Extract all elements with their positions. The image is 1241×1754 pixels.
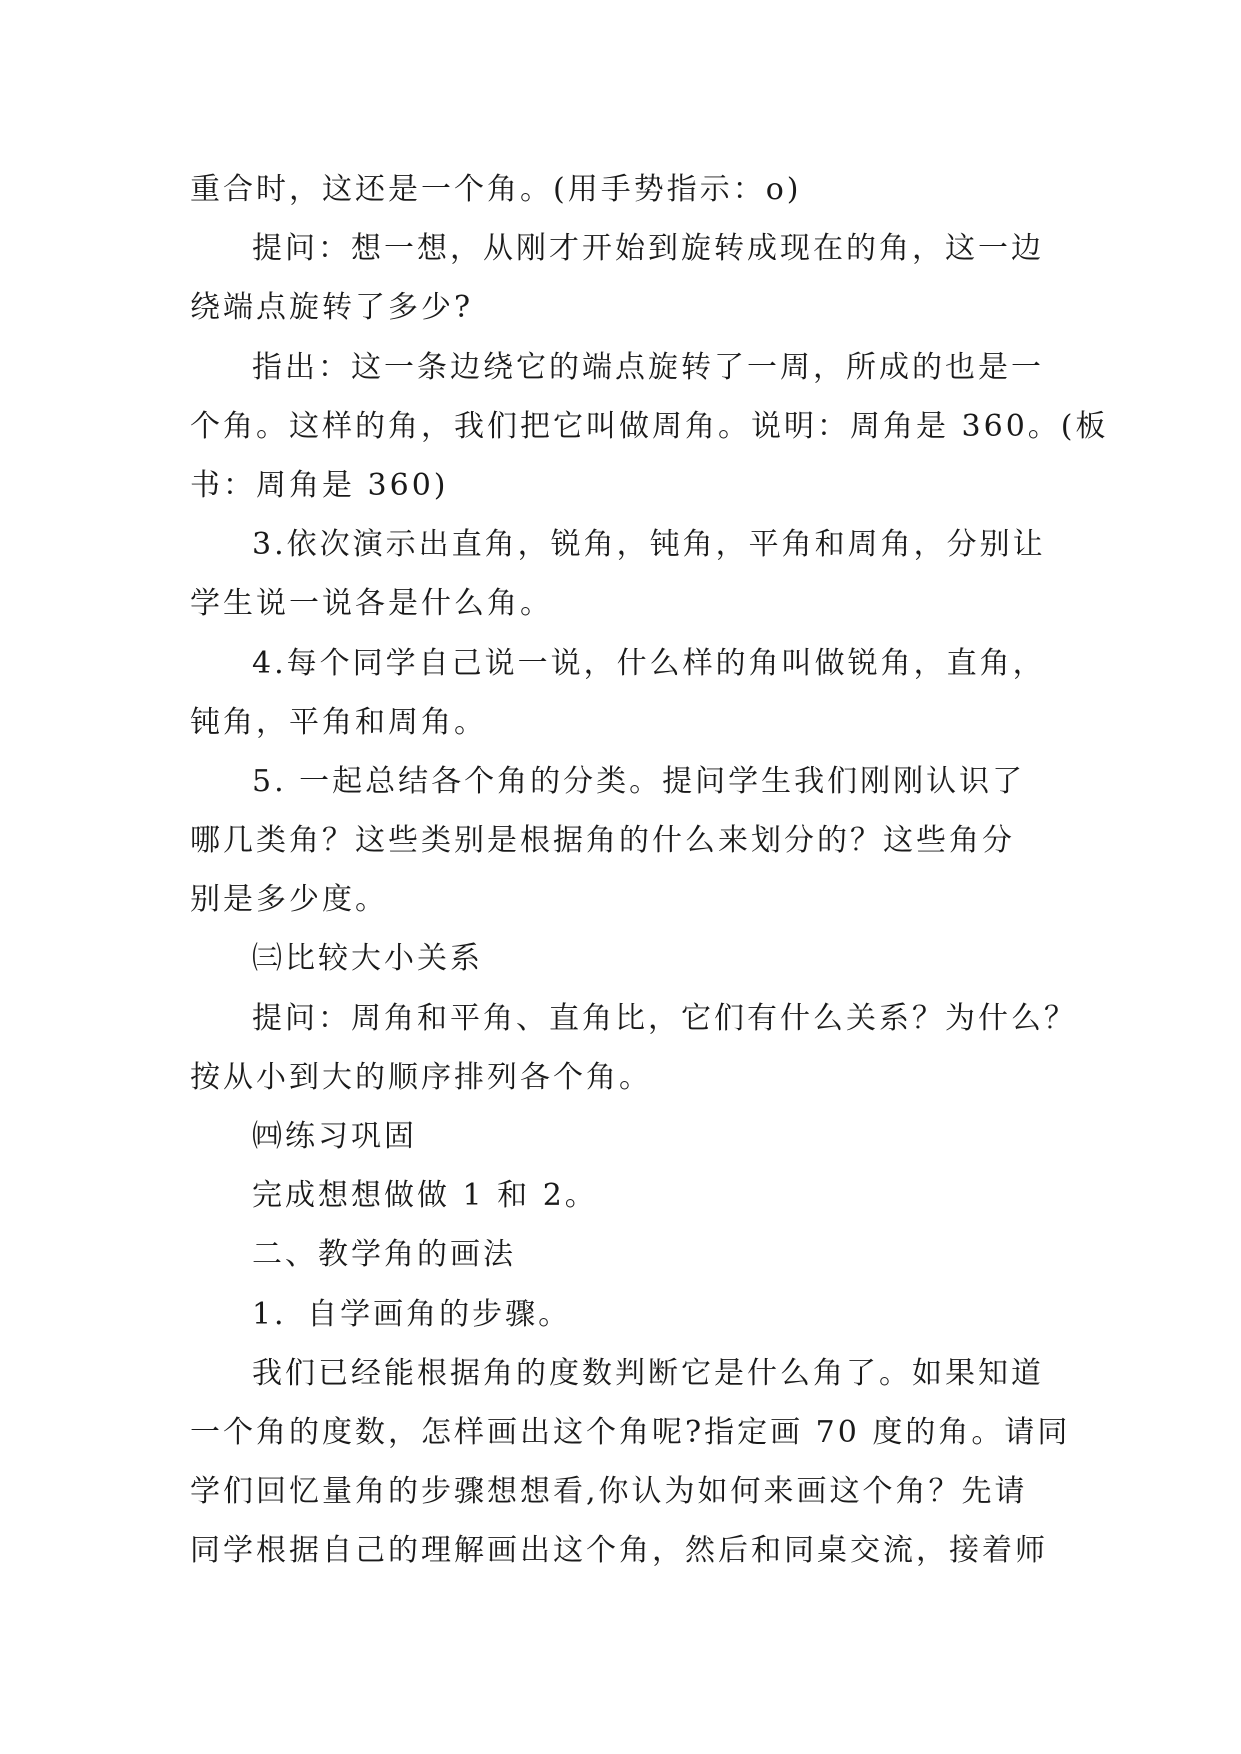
- text-line: 重合时，这还是一个角。(用手势指示：o): [190, 172, 802, 207]
- text-line: 4.每个同学自己说一说，什么样的角叫做锐角，直角，: [252, 645, 1046, 681]
- text-line: 提问：想一想，从刚才开始到旋转成现在的角，这一边: [252, 231, 1044, 267]
- text-line: 按从小到大的顺序排列各个角。: [190, 1059, 652, 1095]
- text-line: 同学根据自己的理解画出这个角，然后和同桌交流，接着师: [190, 1533, 1048, 1569]
- text-line: 个角。这样的角，我们把它叫做周角。说明：周角是 360。(板: [190, 408, 1109, 444]
- text-line: 哪几类角？这些类别是根据角的什么来划分的？这些角分: [190, 823, 1015, 859]
- text-line: 我们已经能根据角的度数判断它是什么角了。如果知道: [252, 1355, 1044, 1391]
- text-line: 3.依次演示出直角，锐角，钝角，平角和周角，分别让: [252, 527, 1046, 563]
- document-body: [190, 160, 1109, 1581]
- text-line: 指出：这一条边绕它的端点旋转了一周，所成的也是一: [252, 349, 1044, 385]
- text-line: ㈣练习巩固: [252, 1119, 417, 1154]
- text-line: 提问：周角和平角、直角比，它们有什么关系？为什么？: [252, 1000, 1077, 1036]
- text-line: 学们回忆量角的步骤想想看,你认为如何来画这个角？先请: [190, 1474, 1028, 1510]
- text-line: ㈢比较大小关系: [252, 941, 483, 977]
- text-line: 5. 一起总结各个角的分类。提问学生我们刚刚认识了: [252, 763, 1026, 799]
- text-line: 绕端点旋转了多少?: [190, 290, 474, 326]
- text-line: 一个角的度数，怎样画出这个角呢?指定画 70 度的角。请同: [190, 1414, 1071, 1450]
- text-line: 1．自学画角的步骤。: [252, 1296, 572, 1332]
- text-line: 钝角，平角和周角。: [190, 704, 487, 740]
- text-line: 别是多少度。: [190, 882, 388, 918]
- text-line: 二、教学角的画法: [252, 1237, 516, 1273]
- text-line: 学生说一说各是什么角。: [190, 586, 553, 622]
- text-line: 完成想想做做 1 和 2。: [252, 1178, 598, 1214]
- text-line: 书：周角是 360): [190, 467, 449, 503]
